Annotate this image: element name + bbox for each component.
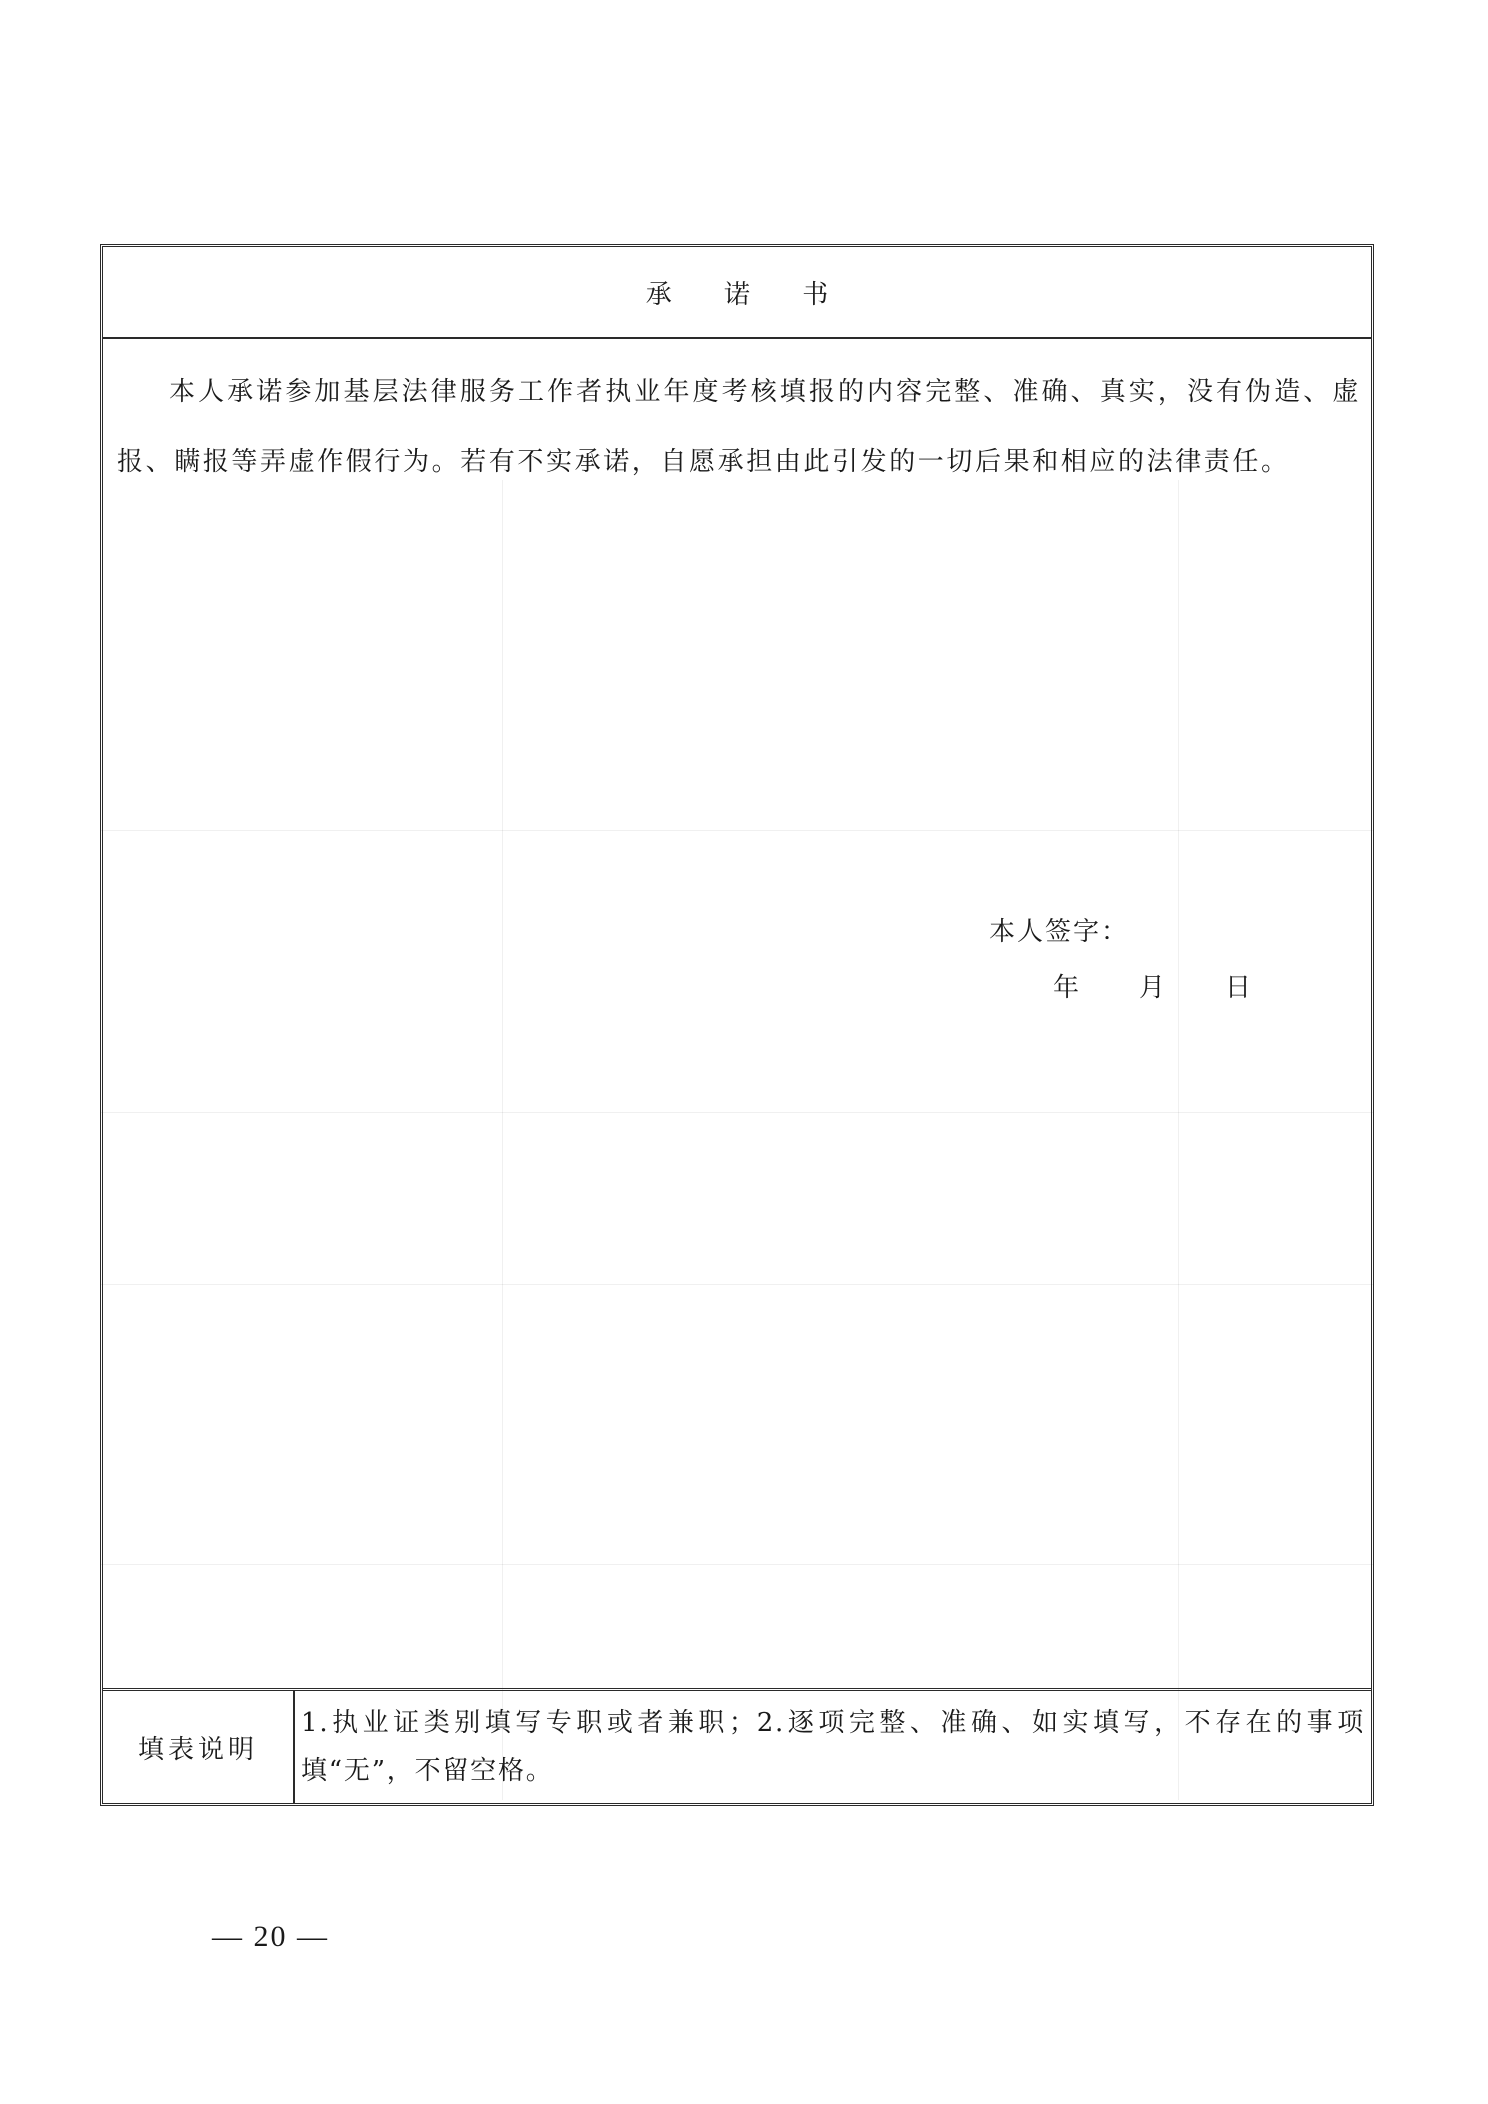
pledge-body-cell <box>103 339 1371 1691</box>
notes-label: 填表说明 <box>103 1691 295 1803</box>
date-month-label: 月 <box>1139 973 1166 1003</box>
page-number: — 20 — <box>212 1920 329 1953</box>
pledge-form-table <box>100 244 1374 1806</box>
date-year-label: 年 <box>1053 973 1080 1003</box>
form-title-row <box>103 247 1371 339</box>
signature-label: 本人签字： <box>989 917 1130 947</box>
pledge-text: 本人承诺参加基层法律服务工作者执业年度考核填报的内容完整、准确、真实，没有伪造、虚报、瞒报等弄虚作假行为。若有不实承诺，自愿承担由此引发的一切后果和相应的法律责任。 <box>117 377 1361 477</box>
signature-date <box>1053 967 1251 1004</box>
form-title: 承 诺 书 <box>645 279 851 310</box>
notes-text: 1.执业证类别填写专职或者兼职；2.逐项完整、准确、如实填写，不存在的事项填“无”，不留空格。 <box>301 1708 1365 1786</box>
date-day-label: 日 <box>1225 973 1252 1003</box>
notes-row <box>103 1691 1371 1803</box>
